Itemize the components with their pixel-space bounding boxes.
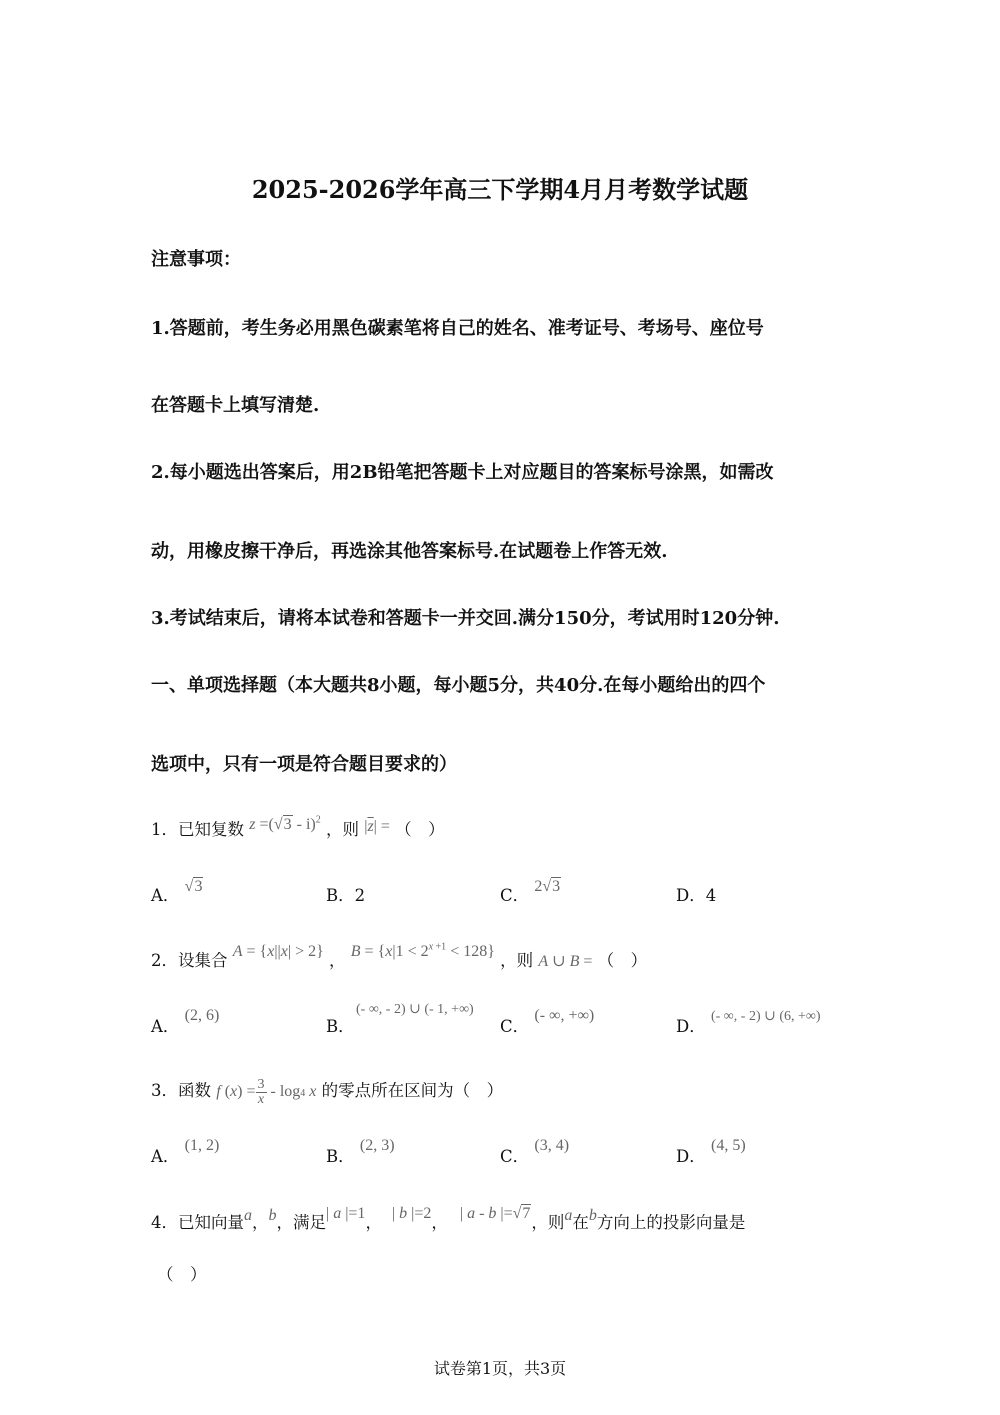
question-3-prefix: 3．函数 [151,1081,211,1100]
question-4-prefix: 4．已知向量 [151,1213,244,1232]
question-3-suffix: 的零点所在区间为（ ） [321,1081,504,1100]
question-1-option-d: D．4 [676,886,717,905]
question-2-prefix: 2．设集合 [151,951,228,970]
question-3-option-c: C． (3, 4) [500,1137,570,1166]
notice-item-2-line-1: 2.每小题选出答案后，用2B铅笔把答题卡上对应题目的答案标号涂黑，如需改 [151,462,774,483]
notice-item-2-line-2: 动，用橡皮擦干净后，再选涂其他答案标号.在试题卷上作答无效. [151,541,668,562]
page-footer: 试卷第1页，共3页 [433,1359,567,1378]
section-1-heading-line-2: 选项中，只有一项是符合题目要求的） [151,754,457,775]
notice-heading: 注意事项： [151,249,241,270]
question-2-option-c: C． (- ∞, +∞) [500,1007,595,1036]
question-2: 2．设集合 A = {x||x| > 2} ， $B = \{x|1 < 2^{x +1} < 128\}$ ，则 A ∪ B = （ ） [151,941,648,970]
question-2-option-a: A． (2, 6) [151,1007,220,1036]
norm-b-formula: | b |=2 [391,1205,432,1222]
question-2-middle: ，则 [500,951,534,970]
question-3-option-a: A． (1, 2) [151,1137,220,1166]
vector-b-ref: b [588,1207,597,1224]
set-b-formula: $B = \{x|1 < 2^{x +1} < 128\}$ [350,941,495,960]
question-1-middle: ，则 [325,820,359,839]
question-1 [151,816,445,840]
question-1-modulus: $|\overline{z}|$ = [364,818,390,835]
notice-item-3: 3.考试结束后，请将本试卷和答题卡一并交回.满分150分，考试用时120分钟. [151,608,780,629]
notice-item-1-line-2: 在答题卡上填写清楚. [151,395,320,416]
question-1-option-a: A． √3 [151,878,203,905]
page-title: 2025-2026学年高三下学期4月月考数学试题 [251,175,749,204]
function-formula: f (x) = $\frac{3}{x}$ - log4 x [216,1076,317,1107]
question-1-formula: z =(√3 - i)$^2$ [249,814,321,833]
question-1-option-c: C． 2√3 [500,878,561,905]
question-2-option-d: D． $^{(- \infty, - 2) \cup (6, +\infty)}$ [676,1009,821,1036]
question-3-option-b: B． (2, 3) [326,1137,395,1166]
vector-a: a [244,1207,252,1224]
union-formula: A ∪ B = [538,953,593,970]
question-3-option-d: D． (4, 5) [676,1137,746,1166]
sqrt-3-value: √3 [184,878,203,895]
two-sqrt-3-value: 2√3 [534,878,561,895]
question-1-prefix: 1．已知复数 [151,820,244,839]
question-1-option-b: B．2 [326,886,366,905]
vector-b: b [268,1207,277,1224]
section-1-heading-line-1: 一、单项选择题（本大题共8小题，每小题5分，共40分.在每小题给出的四个 [151,675,766,696]
vector-a-ref: a [564,1207,573,1224]
norm-diff-formula: | a - b |=√7 [459,1205,531,1222]
question-4-blank: （ ） [157,1265,207,1284]
notice-item-1-line-1: 1.答题前，考生务必用黑色碳素笔将自己的姓名、准考证号、考场号、座位号 [151,318,764,339]
question-4: 4．已知向量a，b，满足| a |=1， | b |=2， | a - b |=√7，则a在b方向上的投影向量是 [151,1205,746,1232]
question-1-blank: （ ） [395,820,445,839]
norm-a-formula: | a |=1 [326,1205,366,1222]
question-2-option-b: B． (- ∞, - 2) ∪ (- 1, +∞) [326,1002,474,1036]
question-3 [151,1077,503,1107]
set-a-formula: A = {x||x| > 2} [232,943,324,960]
